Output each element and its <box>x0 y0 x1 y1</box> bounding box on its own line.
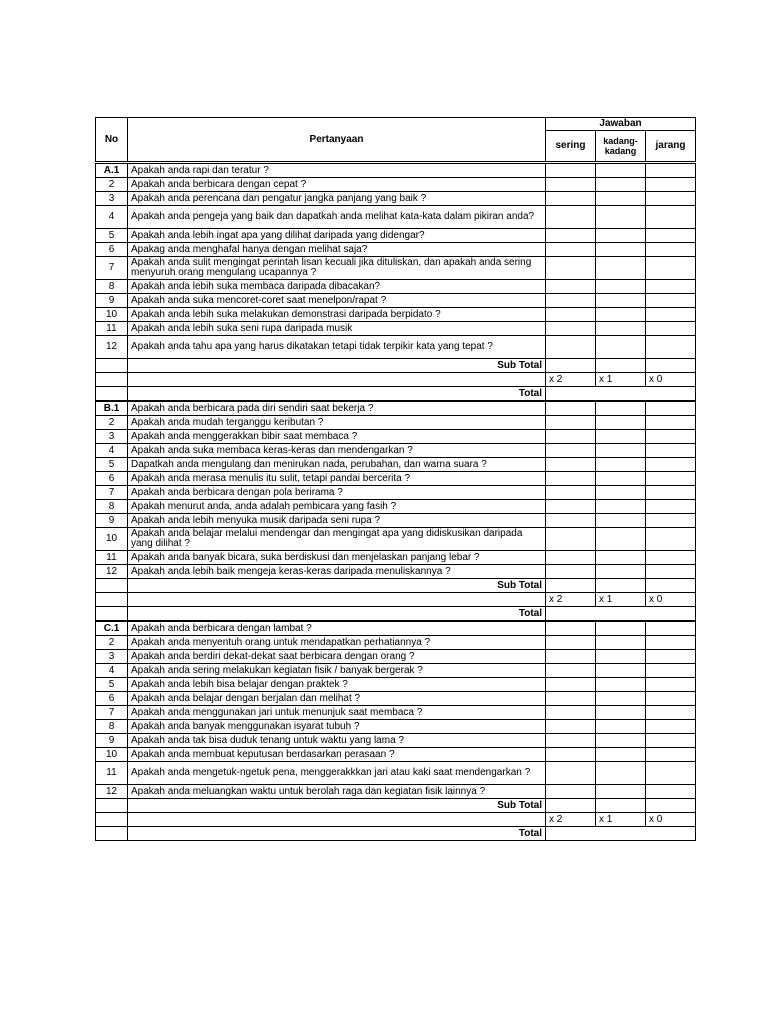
question-row <box>96 206 696 229</box>
question-row <box>96 336 696 359</box>
answer-cell-jarang[interactable] <box>646 785 696 799</box>
answer-cell-jarang[interactable] <box>646 486 696 500</box>
question-text: Apakah anda berdiri dekat-dekat saat berbicara dengan orang ? <box>128 650 546 664</box>
question-row <box>96 720 696 734</box>
question-row <box>96 401 696 416</box>
question-text: Apakah anda tak bisa duduk tenang untuk waktu yang lama ? <box>128 734 546 748</box>
answer-cell-kadang-kadang[interactable] <box>596 401 646 416</box>
question-text: Apakah anda merasa menulis itu sulit, tetapi pandai bercerita ? <box>128 472 546 486</box>
question-text: Apakah anda berbicara dengan cepat ? <box>128 178 546 192</box>
question-number: 2 <box>96 636 128 650</box>
question-text: Apakah anda belajar dengan berjalan dan melihat ? <box>128 692 546 706</box>
answer-cell-kadang-kadang[interactable] <box>596 551 646 565</box>
subtotal-cell-jarang[interactable] <box>646 799 696 813</box>
answer-cell-kadang-kadang[interactable] <box>596 678 646 692</box>
answer-cell-jarang[interactable] <box>646 444 696 458</box>
answer-cell-kadang-kadang[interactable] <box>596 322 646 336</box>
subtotal-empty-no <box>96 579 128 593</box>
answer-cell-sering[interactable] <box>546 472 596 486</box>
answer-cell-sering[interactable] <box>546 734 596 748</box>
question-number: 11 <box>96 551 128 565</box>
subtotal-cell-kadang-kadang[interactable] <box>596 799 646 813</box>
answer-cell-sering[interactable] <box>546 229 596 243</box>
answer-cell-sering[interactable] <box>546 650 596 664</box>
answer-cell-jarang[interactable] <box>646 678 696 692</box>
question-text: Apakah anda lebih suka seni rupa daripada musik <box>128 322 546 336</box>
answer-cell-sering[interactable] <box>546 528 596 551</box>
header-pertanyaan: Pertanyaan <box>128 118 546 163</box>
answer-cell-kadang-kadang[interactable] <box>596 636 646 650</box>
multiplier-kadang-kadang: x 1 <box>596 593 646 607</box>
answer-cell-kadang-kadang[interactable] <box>596 664 646 678</box>
question-number: C.1 <box>96 621 128 636</box>
answer-cell-sering[interactable] <box>546 514 596 528</box>
multiplier-row <box>96 373 696 387</box>
answer-cell-sering[interactable] <box>546 206 596 229</box>
multiplier-empty-question <box>128 373 546 387</box>
question-number: 12 <box>96 336 128 359</box>
subtotal-label: Sub Total <box>128 799 546 813</box>
question-row <box>96 163 696 178</box>
answer-cell-kadang-kadang[interactable] <box>596 472 646 486</box>
question-row <box>96 514 696 528</box>
total-empty-no <box>96 387 128 402</box>
subtotal-label: Sub Total <box>128 359 546 373</box>
total-value-cell[interactable] <box>546 607 696 622</box>
question-number: 3 <box>96 192 128 206</box>
question-text: Apakah anda banyak menggunakan isyarat tubuh ? <box>128 720 546 734</box>
question-row <box>96 280 696 294</box>
header-jawaban: Jawaban <box>546 118 696 131</box>
question-row <box>96 308 696 322</box>
answer-cell-sering[interactable] <box>546 664 596 678</box>
question-row <box>96 322 696 336</box>
answer-cell-kadang-kadang[interactable] <box>596 257 646 280</box>
question-row <box>96 664 696 678</box>
answer-cell-sering[interactable] <box>546 551 596 565</box>
question-row <box>96 551 696 565</box>
answer-cell-jarang[interactable] <box>646 229 696 243</box>
question-number: 8 <box>96 280 128 294</box>
question-row <box>96 192 696 206</box>
question-number: 4 <box>96 444 128 458</box>
total-label: Total <box>128 607 546 622</box>
subtotal-cell-sering[interactable] <box>546 359 596 373</box>
answer-cell-kadang-kadang[interactable] <box>596 416 646 430</box>
answer-cell-kadang-kadang[interactable] <box>596 458 646 472</box>
question-row <box>96 650 696 664</box>
question-text: Apakah anda mengetuk-ngetuk pena, menggerakkkan jari atau kaki saat mendengarkan ? <box>128 762 546 785</box>
answer-cell-jarang[interactable] <box>646 257 696 280</box>
answer-cell-jarang[interactable] <box>646 650 696 664</box>
answer-cell-kadang-kadang[interactable] <box>596 336 646 359</box>
question-number: A.1 <box>96 163 128 178</box>
question-row <box>96 785 696 799</box>
question-row <box>96 621 696 636</box>
answer-cell-jarang[interactable] <box>646 401 696 416</box>
answer-cell-sering[interactable] <box>546 720 596 734</box>
answer-cell-kadang-kadang[interactable] <box>596 748 646 762</box>
total-label: Total <box>128 827 546 841</box>
answer-cell-kadang-kadang[interactable] <box>596 163 646 178</box>
answer-cell-sering[interactable] <box>546 280 596 294</box>
multiplier-sering: x 2 <box>546 373 596 387</box>
question-number: 12 <box>96 565 128 579</box>
answer-cell-kadang-kadang[interactable] <box>596 192 646 206</box>
answer-cell-jarang[interactable] <box>646 192 696 206</box>
answer-cell-kadang-kadang[interactable] <box>596 650 646 664</box>
question-row <box>96 706 696 720</box>
answer-cell-jarang[interactable] <box>646 322 696 336</box>
question-text: Apakah anda banyak bicara, suka berdiskusi dan menjelaskan panjang lebar ? <box>128 551 546 565</box>
subtotal-empty-no <box>96 359 128 373</box>
question-text: Apakah anda berbicara pada diri sendiri saat bekerja ? <box>128 401 546 416</box>
multiplier-row <box>96 593 696 607</box>
answer-cell-kadang-kadang[interactable] <box>596 706 646 720</box>
answer-cell-kadang-kadang[interactable] <box>596 734 646 748</box>
answer-cell-jarang[interactable] <box>646 472 696 486</box>
answer-cell-jarang[interactable] <box>646 692 696 706</box>
question-text: Apakah anda suka mencoret-coret saat menelpon/rapat ? <box>128 294 546 308</box>
multiplier-jarang: x 0 <box>646 813 696 827</box>
answer-cell-sering[interactable] <box>546 322 596 336</box>
answer-cell-jarang[interactable] <box>646 178 696 192</box>
answer-cell-kadang-kadang[interactable] <box>596 206 646 229</box>
answer-cell-kadang-kadang[interactable] <box>596 229 646 243</box>
question-number: 4 <box>96 206 128 229</box>
multiplier-kadang-kadang: x 1 <box>596 813 646 827</box>
answer-cell-kadang-kadang[interactable] <box>596 720 646 734</box>
question-text: Apakah anda lebih bisa belajar dengan praktek ? <box>128 678 546 692</box>
question-number: 8 <box>96 720 128 734</box>
answer-cell-kadang-kadang[interactable] <box>596 178 646 192</box>
question-number: 11 <box>96 762 128 785</box>
question-row <box>96 458 696 472</box>
question-text: Apakah anda lebih suka melakukan demonstrasi daripada berpidato ? <box>128 308 546 322</box>
question-row <box>96 678 696 692</box>
question-row <box>96 734 696 748</box>
question-number: 7 <box>96 257 128 280</box>
question-number: 5 <box>96 458 128 472</box>
multiplier-empty-no <box>96 593 128 607</box>
answer-cell-sering[interactable] <box>546 565 596 579</box>
answer-cell-kadang-kadang[interactable] <box>596 430 646 444</box>
answer-cell-jarang[interactable] <box>646 430 696 444</box>
subtotal-cell-jarang[interactable] <box>646 579 696 593</box>
question-text: Apakah anda mudah terganggu keributan ? <box>128 416 546 430</box>
total-empty-no <box>96 607 128 622</box>
question-row <box>96 472 696 486</box>
question-number: 7 <box>96 486 128 500</box>
answer-cell-jarang[interactable] <box>646 416 696 430</box>
multiplier-empty-no <box>96 813 128 827</box>
question-text: Apakah anda lebih ingat apa yang dilihat daripada yang didengar? <box>128 229 546 243</box>
question-text: Apakah anda berbicara dengan pola berirama ? <box>128 486 546 500</box>
multiplier-jarang: x 0 <box>646 373 696 387</box>
answer-cell-sering[interactable] <box>546 430 596 444</box>
answer-cell-jarang[interactable] <box>646 551 696 565</box>
answer-cell-kadang-kadang[interactable] <box>596 762 646 785</box>
question-number: 3 <box>96 430 128 444</box>
question-number: 11 <box>96 322 128 336</box>
question-number: 10 <box>96 748 128 762</box>
answer-cell-sering[interactable] <box>546 500 596 514</box>
question-number: 9 <box>96 294 128 308</box>
answer-cell-kadang-kadang[interactable] <box>596 243 646 257</box>
answer-cell-kadang-kadang[interactable] <box>596 692 646 706</box>
question-number: 5 <box>96 229 128 243</box>
question-text: Apakah anda tahu apa yang harus dikatakan tetapi tidak terpikir kata yang tepat ? <box>128 336 546 359</box>
answer-cell-jarang[interactable] <box>646 294 696 308</box>
total-row <box>96 387 696 402</box>
answer-cell-kadang-kadang[interactable] <box>596 444 646 458</box>
question-row <box>96 178 696 192</box>
question-row <box>96 257 696 280</box>
question-row <box>96 528 696 551</box>
subtotal-empty-no <box>96 799 128 813</box>
total-row <box>96 827 696 841</box>
answer-cell-sering[interactable] <box>546 308 596 322</box>
multiplier-row <box>96 813 696 827</box>
question-number: 5 <box>96 678 128 692</box>
question-row <box>96 430 696 444</box>
answer-cell-jarang[interactable] <box>646 308 696 322</box>
question-number: 3 <box>96 650 128 664</box>
question-text: Apakah anda meluangkan waktu untuk berolah raga dan kegiatan fisik lainnya ? <box>128 785 546 799</box>
answer-cell-sering[interactable] <box>546 243 596 257</box>
subtotal-row <box>96 359 696 373</box>
total-value-cell[interactable] <box>546 827 696 841</box>
answer-cell-kadang-kadang[interactable] <box>596 280 646 294</box>
question-row <box>96 500 696 514</box>
answer-cell-jarang[interactable] <box>646 706 696 720</box>
question-text: Dapatkah anda mengulang dan menirukan nada, perubahan, dan warna suara ? <box>128 458 546 472</box>
questionnaire-sheet <box>95 117 693 841</box>
answer-cell-jarang[interactable] <box>646 734 696 748</box>
answer-cell-sering[interactable] <box>546 257 596 280</box>
multiplier-kadang-kadang: x 1 <box>596 373 646 387</box>
multiplier-sering: x 2 <box>546 813 596 827</box>
total-value-cell[interactable] <box>546 387 696 402</box>
question-number: B.1 <box>96 401 128 416</box>
answer-cell-kadang-kadang[interactable] <box>596 785 646 799</box>
header-kadang-kadang: kadang-kadang <box>596 131 646 163</box>
answer-cell-kadang-kadang[interactable] <box>596 294 646 308</box>
answer-cell-jarang[interactable] <box>646 636 696 650</box>
multiplier-empty-question <box>128 593 546 607</box>
question-text: Apakah anda pengeja yang baik dan dapatkah anda melihat kata-kata dalam pikiran anda? <box>128 206 546 229</box>
total-label: Total <box>128 387 546 402</box>
question-number: 6 <box>96 243 128 257</box>
answer-cell-jarang[interactable] <box>646 280 696 294</box>
answer-cell-sering[interactable] <box>546 178 596 192</box>
answer-cell-sering[interactable] <box>546 762 596 785</box>
question-row <box>96 692 696 706</box>
answer-cell-sering[interactable] <box>546 621 596 636</box>
question-row <box>96 444 696 458</box>
subtotal-cell-sering[interactable] <box>546 799 596 813</box>
answer-cell-sering[interactable] <box>546 401 596 416</box>
answer-cell-jarang[interactable] <box>646 664 696 678</box>
answer-cell-kadang-kadang[interactable] <box>596 514 646 528</box>
question-row <box>96 243 696 257</box>
answer-cell-sering[interactable] <box>546 785 596 799</box>
answer-cell-jarang[interactable] <box>646 565 696 579</box>
answer-cell-jarang[interactable] <box>646 621 696 636</box>
question-text: Apakah anda suka membaca keras-keras dan mendengarkan ? <box>128 444 546 458</box>
answer-cell-jarang[interactable] <box>646 206 696 229</box>
answer-cell-jarang[interactable] <box>646 720 696 734</box>
answer-cell-jarang[interactable] <box>646 528 696 551</box>
question-number: 4 <box>96 664 128 678</box>
question-number: 8 <box>96 500 128 514</box>
question-number: 2 <box>96 178 128 192</box>
multiplier-jarang: x 0 <box>646 593 696 607</box>
question-number: 6 <box>96 472 128 486</box>
total-row <box>96 607 696 622</box>
answer-cell-kadang-kadang[interactable] <box>596 500 646 514</box>
answer-cell-kadang-kadang[interactable] <box>596 565 646 579</box>
question-text: Apakah anda berbicara dengan lambat ? <box>128 621 546 636</box>
question-text: Apakag anda menghafal hanya dengan melihat saja? <box>128 243 546 257</box>
question-text: Apakah anda rapi dan teratur ? <box>128 163 546 178</box>
question-row <box>96 762 696 785</box>
question-row <box>96 416 696 430</box>
answer-cell-sering[interactable] <box>546 692 596 706</box>
question-text: Apakah anda menyentuh orang untuk mendapatkan perhatiannya ? <box>128 636 546 650</box>
question-row <box>96 565 696 579</box>
question-row <box>96 294 696 308</box>
subtotal-cell-kadang-kadang[interactable] <box>596 579 646 593</box>
question-text: Apakah anda lebih baik mengeja keras-keras daripada menuliskannya ? <box>128 565 546 579</box>
answer-cell-jarang[interactable] <box>646 500 696 514</box>
question-number: 10 <box>96 528 128 551</box>
question-text: Apakah anda lebih suka membaca daripada dibacakan? <box>128 280 546 294</box>
question-row <box>96 486 696 500</box>
answer-cell-kadang-kadang[interactable] <box>596 528 646 551</box>
multiplier-sering: x 2 <box>546 593 596 607</box>
question-number: 6 <box>96 692 128 706</box>
question-text: Apakah anda sering melakukan kegiatan fisik / banyak bergerak ? <box>128 664 546 678</box>
multiplier-empty-no <box>96 373 128 387</box>
questionnaire-body <box>96 163 696 841</box>
answer-cell-jarang[interactable] <box>646 458 696 472</box>
subtotal-cell-kadang-kadang[interactable] <box>596 359 646 373</box>
question-number: 2 <box>96 416 128 430</box>
question-text: Apakah anda sulit mengingat perintah lisan kecuali jika dituliskan, dan apakah anda sering menyuruh orang mengulang ucapannya ? <box>128 257 546 280</box>
answer-cell-jarang[interactable] <box>646 163 696 178</box>
answer-cell-kadang-kadang[interactable] <box>596 486 646 500</box>
question-row <box>96 229 696 243</box>
answer-cell-sering[interactable] <box>546 336 596 359</box>
question-text: Apakah anda menggerakkan bibir saat membaca ? <box>128 430 546 444</box>
header-no: No <box>96 118 128 163</box>
answer-cell-kadang-kadang[interactable] <box>596 621 646 636</box>
answer-cell-jarang[interactable] <box>646 762 696 785</box>
subtotal-row <box>96 579 696 593</box>
answer-cell-jarang[interactable] <box>646 748 696 762</box>
total-empty-no <box>96 827 128 841</box>
answer-cell-jarang[interactable] <box>646 243 696 257</box>
answer-cell-sering[interactable] <box>546 416 596 430</box>
question-text: Apakah anda membuat keputusan berdasarkan perasaan ? <box>128 748 546 762</box>
header-jarang: jarang <box>646 131 696 163</box>
subtotal-label: Sub Total <box>128 579 546 593</box>
answer-cell-sering[interactable] <box>546 192 596 206</box>
answer-cell-sering[interactable] <box>546 294 596 308</box>
subtotal-cell-jarang[interactable] <box>646 359 696 373</box>
answer-cell-sering[interactable] <box>546 706 596 720</box>
question-text: Apakah anda lebih menyuka musik daripada seni rupa ? <box>128 514 546 528</box>
answer-cell-sering[interactable] <box>546 458 596 472</box>
answer-cell-sering[interactable] <box>546 163 596 178</box>
question-text: Apakah anda menggunakan jari untuk menunjuk saat membaca ? <box>128 706 546 720</box>
question-number: 7 <box>96 706 128 720</box>
answer-cell-sering[interactable] <box>546 748 596 762</box>
header-sering: sering <box>546 131 596 163</box>
answer-cell-jarang[interactable] <box>646 514 696 528</box>
answer-cell-kadang-kadang[interactable] <box>596 308 646 322</box>
question-text: Apakah anda belajar melalui mendengar dan mengingat apa yang didiskusikan daripada yang dilihat ? <box>128 528 546 551</box>
question-number: 9 <box>96 514 128 528</box>
question-text: Apakah menurut anda, anda adalah pembicara yang fasih ? <box>128 500 546 514</box>
question-number: 10 <box>96 308 128 322</box>
question-row <box>96 636 696 650</box>
subtotal-row <box>96 799 696 813</box>
question-text: Apakah anda perencana dan pengatur jangka panjang yang baik ? <box>128 192 546 206</box>
answer-cell-sering[interactable] <box>546 486 596 500</box>
multiplier-empty-question <box>128 813 546 827</box>
answer-cell-sering[interactable] <box>546 636 596 650</box>
answer-cell-jarang[interactable] <box>646 336 696 359</box>
answer-cell-sering[interactable] <box>546 678 596 692</box>
subtotal-cell-sering[interactable] <box>546 579 596 593</box>
question-row <box>96 748 696 762</box>
questionnaire-table <box>95 117 696 841</box>
answer-cell-sering[interactable] <box>546 444 596 458</box>
question-number: 12 <box>96 785 128 799</box>
question-number: 9 <box>96 734 128 748</box>
